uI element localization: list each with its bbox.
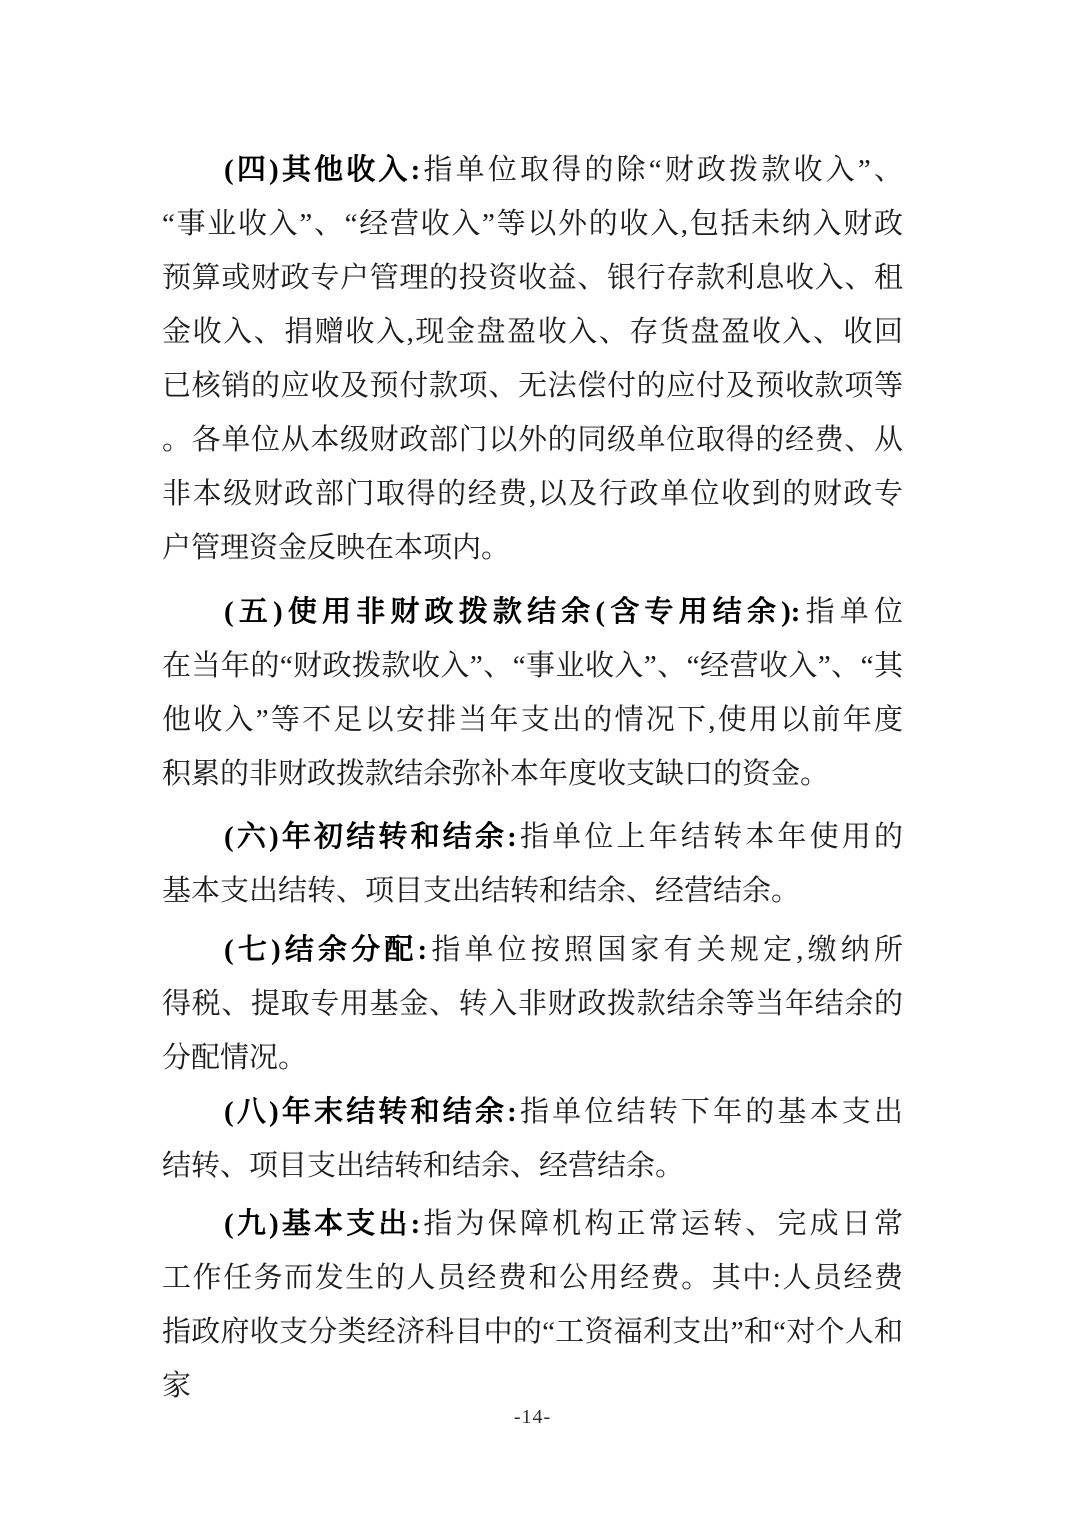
text-line [162, 639, 903, 693]
clause-heading: (六)年初结转和结余: [224, 821, 517, 853]
quote-mark: “ [542, 1316, 556, 1348]
clause-body-text: 指为保障机构正常运转、完成日常 [420, 1208, 903, 1240]
para-9-basic-expenditure [162, 1197, 903, 1413]
text-line [162, 747, 903, 801]
quote-mark: ” [255, 704, 269, 736]
text-line [162, 864, 903, 918]
text-line [162, 1031, 903, 1085]
document-body [162, 143, 903, 1413]
text-line [162, 693, 903, 747]
text-line [162, 197, 903, 251]
clause-heading: (八)年末结转和结余: [224, 1096, 517, 1128]
quote-mark: “ [279, 650, 293, 682]
text-line [162, 413, 903, 467]
para-4-other-income [162, 143, 903, 575]
quote-mark: ” [482, 208, 495, 240]
clause-body-text: 金收入、捐赠收入,现金盘盈收入、存货盘盈收入、收回 [162, 316, 903, 348]
text-line [162, 1197, 903, 1251]
para-7-surplus-distribution [162, 923, 903, 1085]
quote-mark: “ [162, 208, 175, 240]
quote-mark: ” [299, 208, 313, 240]
clause-heading: (五)使用非财政拨款结余(含专用结余): [224, 596, 801, 628]
clause-body-text: 指单位按照国家有关规定,缴纳所 [427, 934, 903, 966]
para-5-use-of-non-fiscal-appropriation-surplus [162, 585, 903, 801]
text-line [162, 521, 903, 575]
quote-mark: ” [817, 650, 831, 682]
quote-mark: “ [773, 1316, 786, 1348]
clause-body-text: 结转、项目支出结转和结余、经营结余。 [162, 1150, 685, 1182]
quote-mark: “ [686, 650, 700, 682]
clause-body-text: 得税、提取专用基金、转入非财政拨款结余等当年结余的 [162, 988, 903, 1020]
clause-heading: (七)结余分配: [224, 934, 428, 966]
text-line [162, 1139, 903, 1193]
clause-body-text: 在当年的“财政拨款收入”、“事业收入”、“经营收入”、“其 [162, 650, 903, 682]
clause-body-text: “事业收入”、“经营收入”等以外的收入,包括未纳入财政 [162, 208, 903, 240]
clause-body-text: 积累的非财政拨款结余弥补本年度收支缺口的资金。 [162, 758, 830, 790]
text-line [162, 977, 903, 1031]
quote-mark: ” [857, 154, 871, 186]
clause-heading: (九)基本支出: [224, 1208, 421, 1240]
quote-mark: “ [344, 208, 358, 240]
text-line [162, 923, 903, 977]
clause-body-text: 分配情况。 [162, 1042, 308, 1074]
clause-body-text: 已核销的应收及预付款项、无法偿付的应付及预收款项等 [162, 370, 903, 402]
text-line [162, 1085, 903, 1139]
text-line [162, 467, 903, 521]
clause-body-text: 他收入”等不足以安排当年支出的情况下,使用以前年度 [162, 704, 903, 736]
clause-body-text: 指单位结转下年的基本支出 [516, 1096, 903, 1128]
para-8-year-end-carryover [162, 1085, 903, 1193]
clause-body-text: 指单位 [800, 596, 903, 628]
clause-body-text: 工作任务而发生的人员经费和公用经费。其中:人员经费 [162, 1262, 903, 1294]
clause-body-text: 指单位取得的除“财政拨款收入”、 [420, 154, 903, 186]
clause-body-text: 户管理资金反映在本项内。 [162, 532, 511, 564]
clause-body-text: 指单位上年结转本年使用的 [516, 821, 903, 853]
text-line [162, 359, 903, 413]
clause-body-text: 家 [162, 1370, 192, 1402]
text-line [162, 305, 903, 359]
quote-mark: ” [469, 650, 483, 682]
quote-mark: “ [512, 650, 526, 682]
text-line [162, 585, 903, 639]
text-line [162, 251, 903, 305]
quote-mark: “ [648, 154, 662, 186]
clause-body-text: 预算或财政专户管理的投资收益、银行存款利息收入、租 [162, 262, 903, 294]
para-6-beginning-of-year-carryover [162, 810, 903, 918]
quote-mark: ” [643, 650, 657, 682]
text-line [162, 1305, 903, 1359]
text-line [162, 143, 903, 197]
clause-heading: (四)其他收入: [224, 154, 421, 186]
clause-body-text: 基本支出结转、项目支出结转和结余、经营结余。 [162, 875, 801, 907]
page-number: -14- [513, 1406, 552, 1428]
clause-body-text: 指政府收支分类经济科目中的“工资福利支出”和“对个人和 [162, 1316, 903, 1348]
clause-body-text: 。各单位从本级财政部门以外的同级单位取得的经费、从 [162, 424, 903, 456]
quote-mark: “ [860, 650, 874, 682]
text-line [162, 1251, 903, 1305]
clause-body-text: 非本级财政部门取得的经费,以及行政单位收到的财政专 [162, 478, 903, 510]
text-line [162, 810, 903, 864]
quote-mark: ” [730, 1316, 744, 1348]
